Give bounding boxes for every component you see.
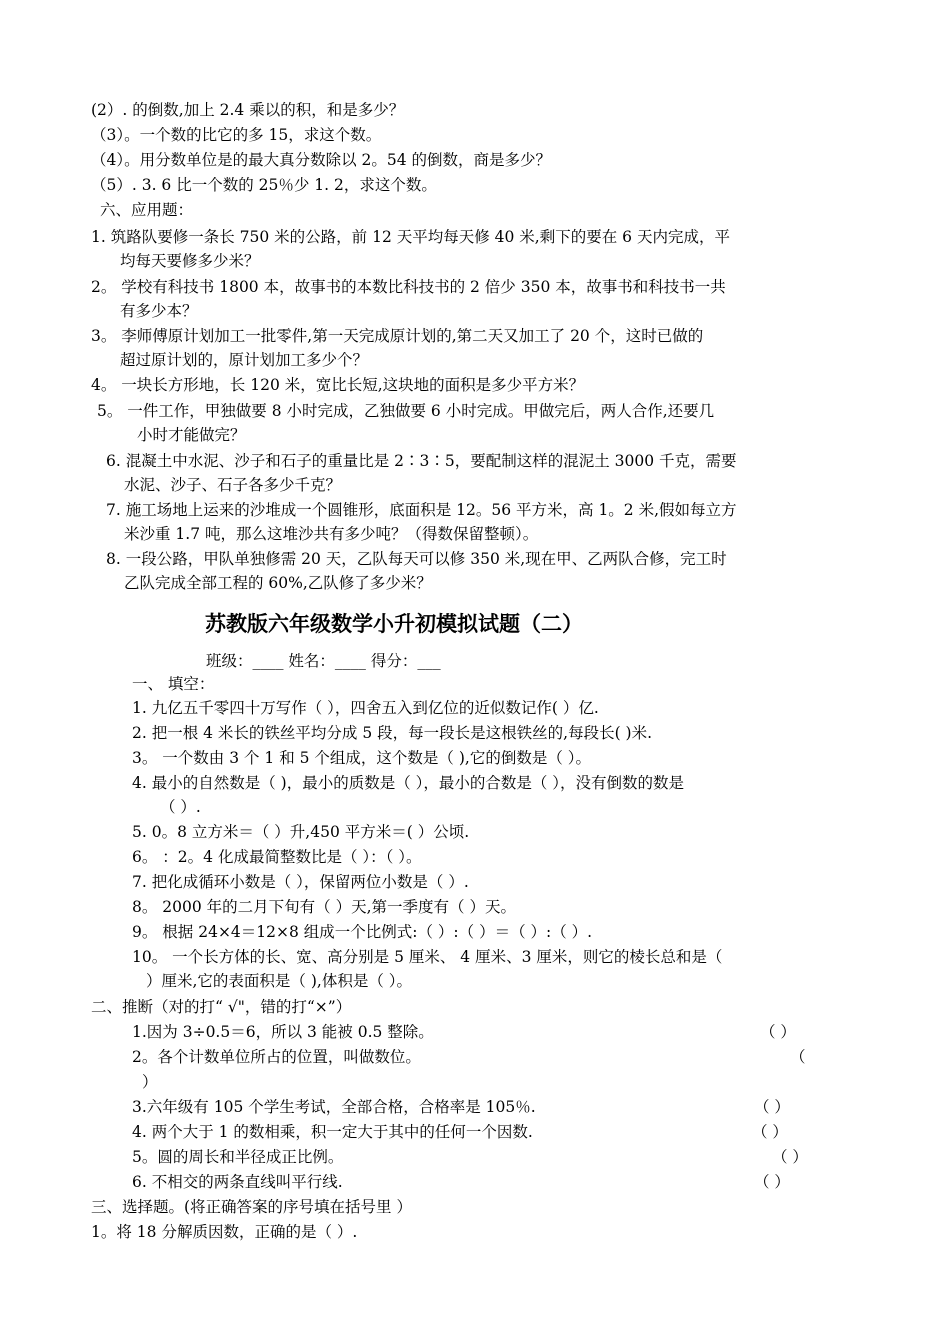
applied-problem-1-cont: 均每天要修多少米？ <box>120 252 260 270</box>
applied-problem-3-cont: 超过原计划的，原计划加工多少个？ <box>120 351 369 369</box>
fill-question-10: 10。 一个长方体的长、宽、高分别是 5 厘米、 4 厘米、3 厘米，则它的棱长总和是（ <box>132 948 723 966</box>
fill-question-8: 8。 2000 年的二月下旬有（ ）天,第一季度有（ ）天。 <box>132 898 516 916</box>
applied-problem-6: 6. 混凝土中水泥、沙子和石子的重量比是 2∶3∶5，要配制这样的混泥土 3000 千克，需要 <box>106 452 737 470</box>
applied-problem-2: 2。 学校有科技书 1800 本，故事书的本数比科技书的 2 倍少 350 本，故事书和科技书一共 <box>91 278 726 296</box>
applied-problem-4: 4。 一块长方形地，长 120 米，宽比长短,这块地的面积是多少平方米？ <box>91 376 585 394</box>
calc-question-2: (2）. 的倒数,加上 2.4 乘以的积，和是多少？ <box>91 101 405 119</box>
judge-question-3: 3.六年级有 105 个学生考试，全部合格，合格率是 105％. <box>132 1098 536 1116</box>
fill-question-7: 7. 把化成循环小数是（ ），保留两位小数是（ ）. <box>132 873 469 891</box>
fill-question-9: 9。 根据 24×4＝12×8 组成一个比例式:（ ）:（ ）＝（ ）:（ ）. <box>132 923 593 941</box>
applied-problem-8-cont: 乙队完成全部工程的 60%,乙队修了多少米？ <box>124 574 432 592</box>
applied-problem-1: 1. 筑路队要修一条长 750 米的公路，前 12 天平均每天修 40 米,剩下的要在 6 天内完成，平 <box>91 228 730 246</box>
judge-answer-paren-2-close: ） <box>142 1073 158 1091</box>
calc-question-5: （5）. 3. 6 比一个数的 25％少 1. 2，求这个数。 <box>91 176 437 194</box>
judge-answer-paren-4[interactable]: （ ） <box>752 1123 788 1141</box>
fill-question-5: 5. 0。8 立方米＝（ ）升,450 平方米＝( ）公顷. <box>132 823 470 841</box>
judge-answer-paren-2-open[interactable]: （ <box>790 1048 806 1066</box>
judge-answer-paren-3[interactable]: （ ） <box>754 1098 790 1116</box>
applied-problem-2-cont: 有多少本？ <box>120 302 198 320</box>
calc-question-3: （3）。一个数的比它的多 15，求这个数。 <box>91 126 382 144</box>
judge-question-1: 1.因为 3÷0.5＝6，所以 3 能被 0.5 整除。 <box>132 1023 434 1041</box>
choice-question-1: 1。将 18 分解质因数，正确的是（ ）. <box>91 1223 358 1241</box>
exam-info-line: 班级：____ 姓名：____ 得分：___ <box>206 652 441 670</box>
judge-question-2: 2。各个计数单位所占的位置，叫做数位。 <box>132 1048 421 1066</box>
fill-question-1: 1. 九亿五千零四十万写作（ ），四舍五入到亿位的近似数记作( ）亿. <box>132 699 599 717</box>
judge-question-6: 6. 不相交的两条直线叫平行线. <box>132 1173 343 1191</box>
applied-problem-5-cont: 小时才能做完？ <box>137 426 246 444</box>
judge-question-4: 4. 两个大于 1 的数相乘，积一定大于其中的任何一个因数. <box>132 1123 533 1141</box>
applied-problem-5: 5。 一件工作，甲独做要 8 小时完成，乙独做要 6 小时完成。甲做完后，两人合作,还要几 <box>97 402 715 420</box>
fill-question-6: 6。 ：2。4 化成最简整数比是（ ）：（ ）。 <box>132 848 422 866</box>
calc-question-4: （4）。用分数单位是的最大真分数除以 2。54 的倒数，商是多少？ <box>91 151 552 169</box>
applied-problem-3: 3。 李师傅原计划加工一批零件,第一天完成原计划的,第二天又加工了 20 个，这时已做的 <box>91 327 704 345</box>
fill-question-4: 4. 最小的自然数是（ )，最小的质数是（ ），最小的合数是（ ），没有倒数的数是 <box>132 774 685 792</box>
judge-answer-paren-5[interactable]: （ ） <box>772 1148 808 1166</box>
judge-question-5: 5。圆的周长和半径成正比例。 <box>132 1148 344 1166</box>
section-heading-choice: 三、选择题。(将正确答案的序号填在括号里 ） <box>91 1198 412 1216</box>
fill-question-4-cont: （ ）. <box>160 798 201 816</box>
judge-answer-paren-6[interactable]: （ ） <box>754 1173 790 1191</box>
judge-answer-paren-1[interactable]: （ ） <box>760 1023 796 1041</box>
applied-problem-6-cont: 水泥、沙子、石子各多少千克？ <box>124 476 342 494</box>
applied-problem-7: 7. 施工场地上运来的沙堆成一个圆锥形，底面积是 12。56 平方米，高 1。2 米,假如每立方 <box>106 501 737 519</box>
applied-problem-8: 8. 一段公路，甲队单独修需 20 天，乙队每天可以修 350 米,现在甲、乙两队合修，完工时 <box>106 550 727 568</box>
applied-problem-7-cont: 米沙重 1.7 吨，那么这堆沙共有多少吨？（得数保留整顿）。 <box>124 525 539 543</box>
fill-question-10-cont: ）厘米,它的表面积是（ ),体积是（ ）。 <box>146 972 413 990</box>
fill-question-2: 2. 把一根 4 米长的铁丝平均分成 5 段，每一段长是这根铁丝的,每段长( )米. <box>132 724 653 742</box>
section-heading-applied: 六、应用题： <box>100 201 194 219</box>
fill-question-3: 3。 一个数由 3 个 1 和 5 个组成，这个数是（ ),它的倒数是（ ）。 <box>132 749 592 767</box>
exam-title: 苏教版六年级数学小升初模拟试题（二） <box>205 612 583 636</box>
section-heading-judge: 二、推断（对的打“ √"，错的打“×”） <box>91 998 352 1016</box>
section-heading-fill: 一、 填空： <box>132 675 215 693</box>
